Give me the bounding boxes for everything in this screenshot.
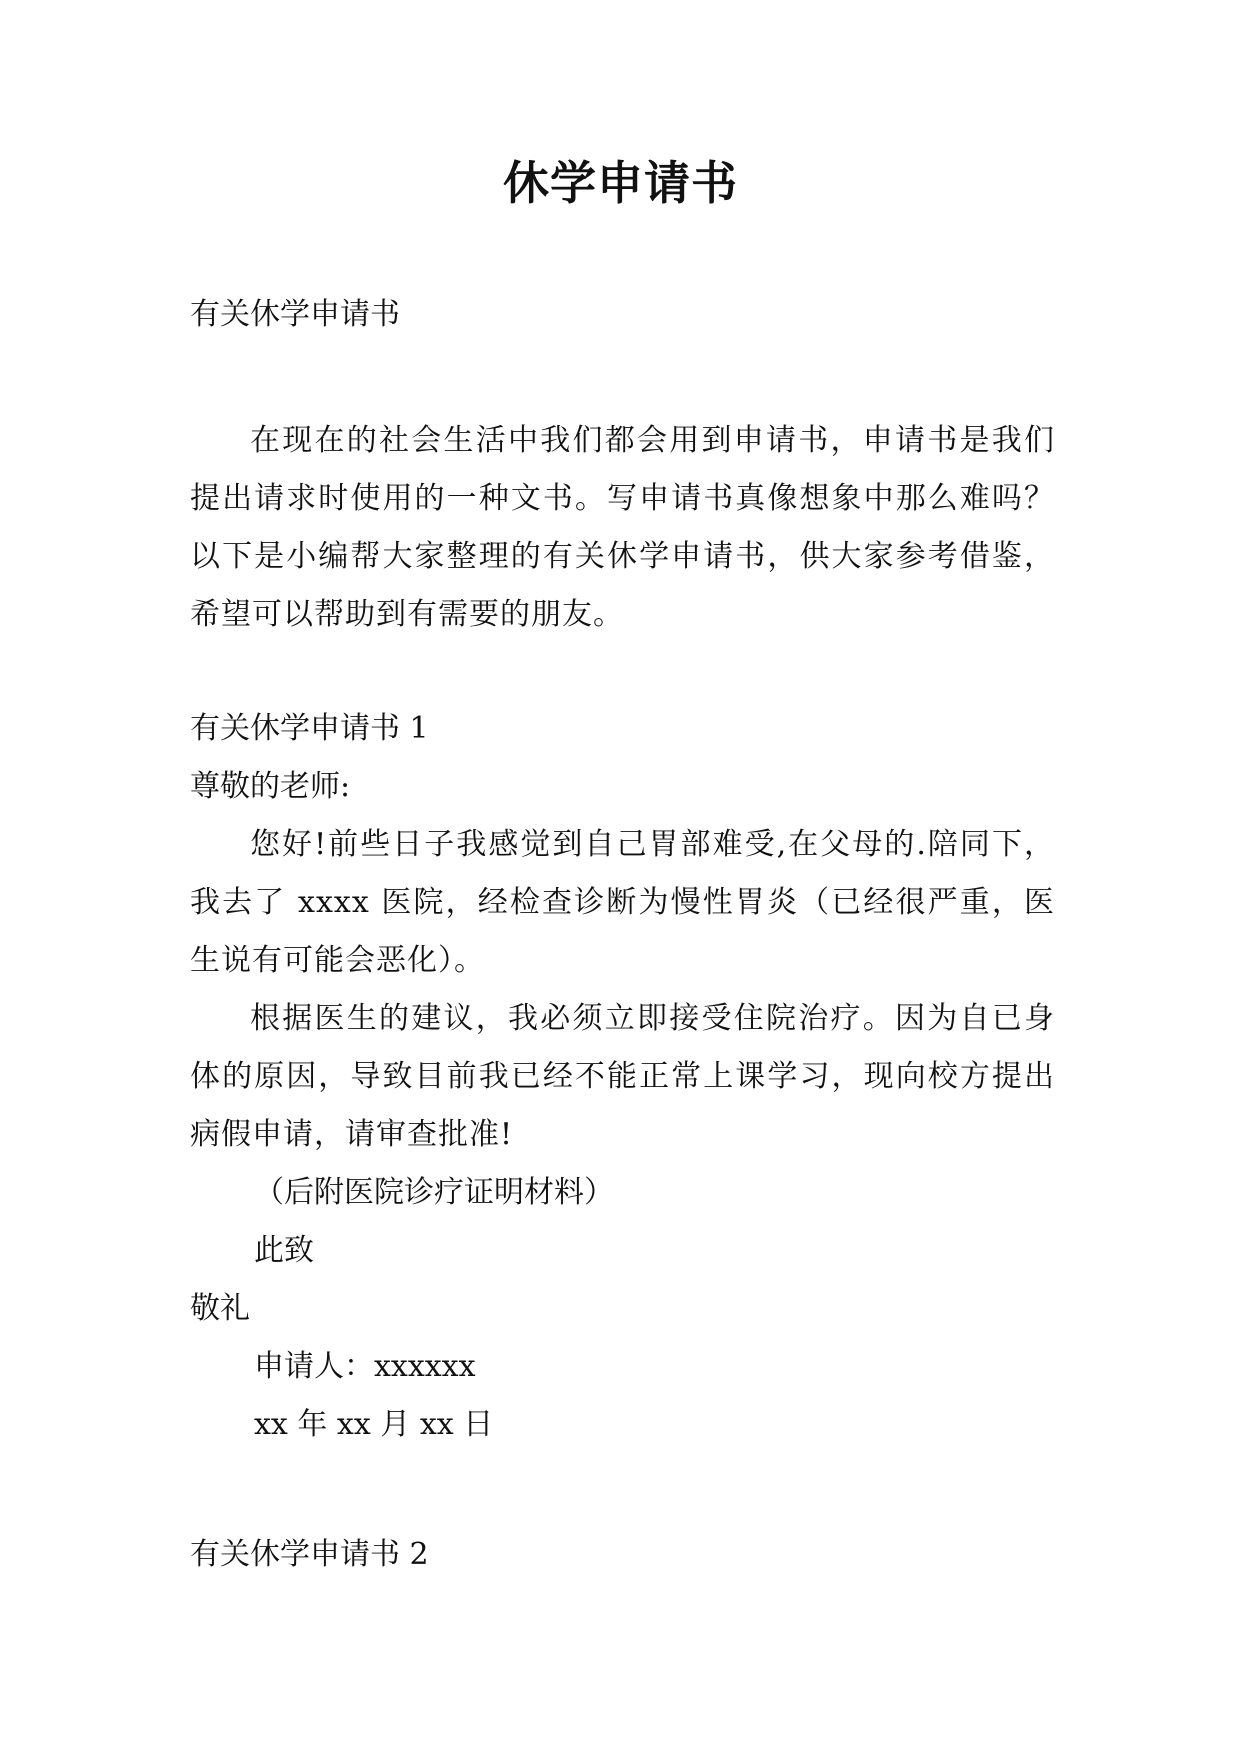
document-subtitle: 有关休学申请书 bbox=[190, 297, 400, 332]
body-paragraph-2: 根据医生的建议，我必须立即接受住院治疗。因为自已身体的原因，导致目前我已经不能正常上课学习，现向校方提出病假申请，请审查批准! bbox=[190, 1001, 1055, 1152]
closing-line-2: 敬礼 bbox=[190, 1291, 250, 1326]
salutation: 尊敬的老师: bbox=[190, 769, 351, 804]
application-date: xx 年 xx 月 xx 日 bbox=[254, 1407, 494, 1442]
applicant-signature: 申请人：xxxxxx bbox=[254, 1349, 476, 1384]
body-paragraph-1: 您好!前些日子我感觉到自己胃部难受,在父母的.陪同下，我去了 xxxx 医院，经检查诊断为慢性胃炎（已经很严重，医生说有可能会恶化）。 bbox=[190, 827, 1055, 978]
closing-line-1: 此致 bbox=[254, 1233, 314, 1268]
attachment-note: （后附医院诊疗证明材料） bbox=[254, 1175, 614, 1210]
section-2-heading: 有关休学申请书 2 bbox=[190, 1537, 429, 1572]
intro-paragraph: 在现在的社会生活中我们都会用到申请书，申请书是我们提出请求时使用的一种文书。写申请书真像想象中那么难吗？以下是小编帮大家整理的有关休学申请书，供大家参考借鉴，希望可以帮助到有需要的朋友。 bbox=[190, 423, 1055, 632]
section-1-heading: 有关休学申请书 1 bbox=[190, 711, 429, 746]
document-title: 休学申请书 bbox=[503, 156, 738, 210]
